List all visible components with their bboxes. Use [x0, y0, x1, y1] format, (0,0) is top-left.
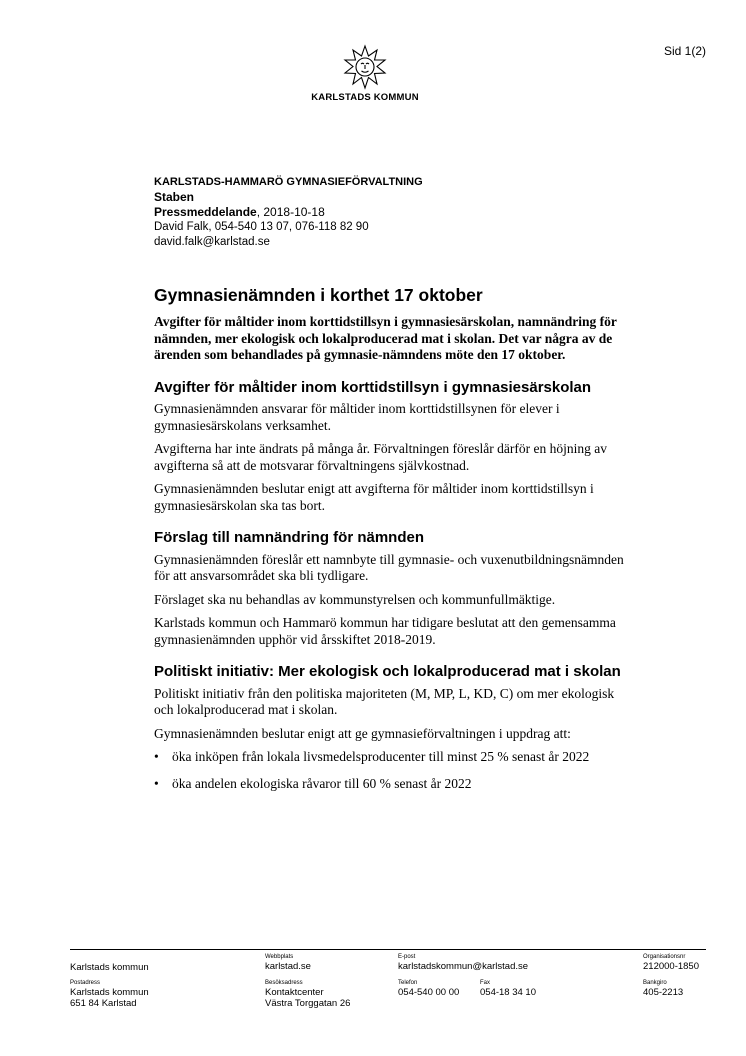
department-name: Staben — [154, 190, 195, 204]
logo-wordmark: KARLSTADS KOMMUN — [311, 92, 419, 103]
footer-web-link[interactable]: karlstad.se — [265, 961, 311, 972]
section-fees — [154, 378, 624, 515]
footer-email — [398, 954, 528, 972]
paragraph: Gymnasienämnden beslutar enigt att avgifterna för måltider inom korttidstillsyn i gymnasiesärskolan ska tas bort. — [154, 481, 594, 513]
main-content — [154, 285, 624, 806]
section-name-change — [154, 528, 624, 648]
footer-fax — [480, 980, 536, 998]
page-number: Sid 1(2) — [663, 44, 706, 58]
footer-fax-value: 054-18 34 10 — [480, 987, 536, 998]
list-item — [154, 749, 622, 766]
paragraph: Gymnasienämnden ansvarar för måltider inom korttidstillsynen för elever i gymnasiesärskolans verksamhet. — [154, 401, 560, 433]
footer-value: 651 84 Karlstad — [70, 998, 137, 1009]
list-item — [154, 776, 622, 793]
footer-name: Karlstads kommun — [70, 962, 149, 973]
footer-label: Fax — [480, 980, 491, 986]
doc-type: Pressmeddelande — [154, 205, 257, 219]
section-heading: Politiskt initiativ: Mer ekologisk och lokalproducerad mat i skolan — [154, 663, 621, 680]
footer-label: E-post — [398, 954, 416, 960]
footer-value: Kontaktcenter — [265, 987, 324, 998]
paragraph: Gymnasienämnden föreslår ett namnbyte till gymnasie- och vuxenutbildningsnämnden för att ansvarsområdet ska bli tydligare. — [154, 551, 624, 583]
doc-type-line — [154, 205, 423, 220]
list-item-text: öka andelen ekologiska råvaror till 60 % senast år 2022 — [172, 775, 472, 791]
paragraph: Förslaget ska nu behandlas av kommunstyrelsen och kommunfullmäktige. — [154, 591, 556, 607]
organization-name: KARLSTADS-HAMMARÖ GYMNASIEFÖRVALTNING — [154, 176, 423, 188]
section-heading: Avgifter för måltider inom korttidstillsyn i gymnasiesärskolan — [154, 378, 592, 396]
footer-value: Karlstads kommun — [70, 987, 149, 998]
page-title: Gymnasienämnden i korthet 17 oktober — [154, 285, 483, 305]
footer-phone-value: 054-540 00 00 — [398, 987, 460, 998]
footer-orgnr — [643, 954, 699, 972]
footer-bankgiro-value: 405-2213 — [643, 987, 684, 998]
footer-postal-address — [70, 980, 149, 1009]
paragraph: Gymnasienämnden beslutar enigt att ge gymnasieförvaltningen i uppdrag att: — [154, 725, 571, 741]
paragraph: Politiskt initiativ från den politiska majoriteten (M, MP, L, KD, C) om mer ekologisk och lokalproducerad mat i skolan. — [154, 685, 615, 717]
footer-bankgiro — [643, 980, 683, 998]
footer-label: Telefon — [398, 980, 418, 986]
footer-label: Postadress — [70, 980, 101, 986]
footer-label: Webbplats — [265, 954, 294, 960]
contact-email: david.falk@karlstad.se — [154, 236, 270, 248]
list-item-text: öka inköpen från lokala livsmedelsproducenter till minst 25 % senast år 2022 — [172, 749, 590, 764]
contact-line: David Falk, 054-540 13 07, 076-118 82 90 — [154, 221, 369, 233]
doc-date: , 2018-10-18 — [256, 205, 325, 219]
section-heading: Förslag till namnändring för nämnden — [154, 529, 425, 546]
footer-email-link[interactable]: karlstadskommun@karlstad.se — [398, 961, 529, 972]
footer-orgnr-value: 212000-1850 — [643, 961, 699, 972]
footer-label: Bankgiro — [643, 980, 667, 986]
footer-phone — [398, 980, 459, 998]
footer-divider — [70, 949, 706, 950]
footer-label: Organisationsnr — [643, 954, 686, 960]
sun-face-icon — [342, 44, 388, 90]
paragraph: Avgifterna har inte ändrats på många år. Förvaltningen föreslår därför en höjning av avgifterna så att de motsvarar förvaltningens självkostnad. — [154, 441, 607, 473]
footer-web — [265, 954, 311, 972]
bullet-icon: • — [154, 749, 159, 764]
footer-visit-address — [265, 980, 350, 1009]
lead-paragraph: Avgifter för måltider inom korttidstillsyn i gymnasiesärskolan, namnändring för nämnden, mer ekologisk och lokalproducerad mat i skolan. Det var några av de ärenden som behandlades på gymnasie-nämndens möte den 17 oktober. — [154, 314, 617, 362]
footer-label: Besöksadress — [265, 980, 303, 986]
bullet-list — [154, 749, 624, 792]
paragraph: Karlstads kommun och Hammarö kommun har tidigare beslutat att den gemensamma gymnasienämnden upphör vid årsskiftet 2018-2019. — [154, 615, 616, 647]
bullet-icon: • — [154, 775, 159, 791]
sender-block — [154, 175, 423, 250]
footer-value: Västra Torggatan 26 — [265, 998, 351, 1009]
section-political-initiative — [154, 662, 624, 792]
